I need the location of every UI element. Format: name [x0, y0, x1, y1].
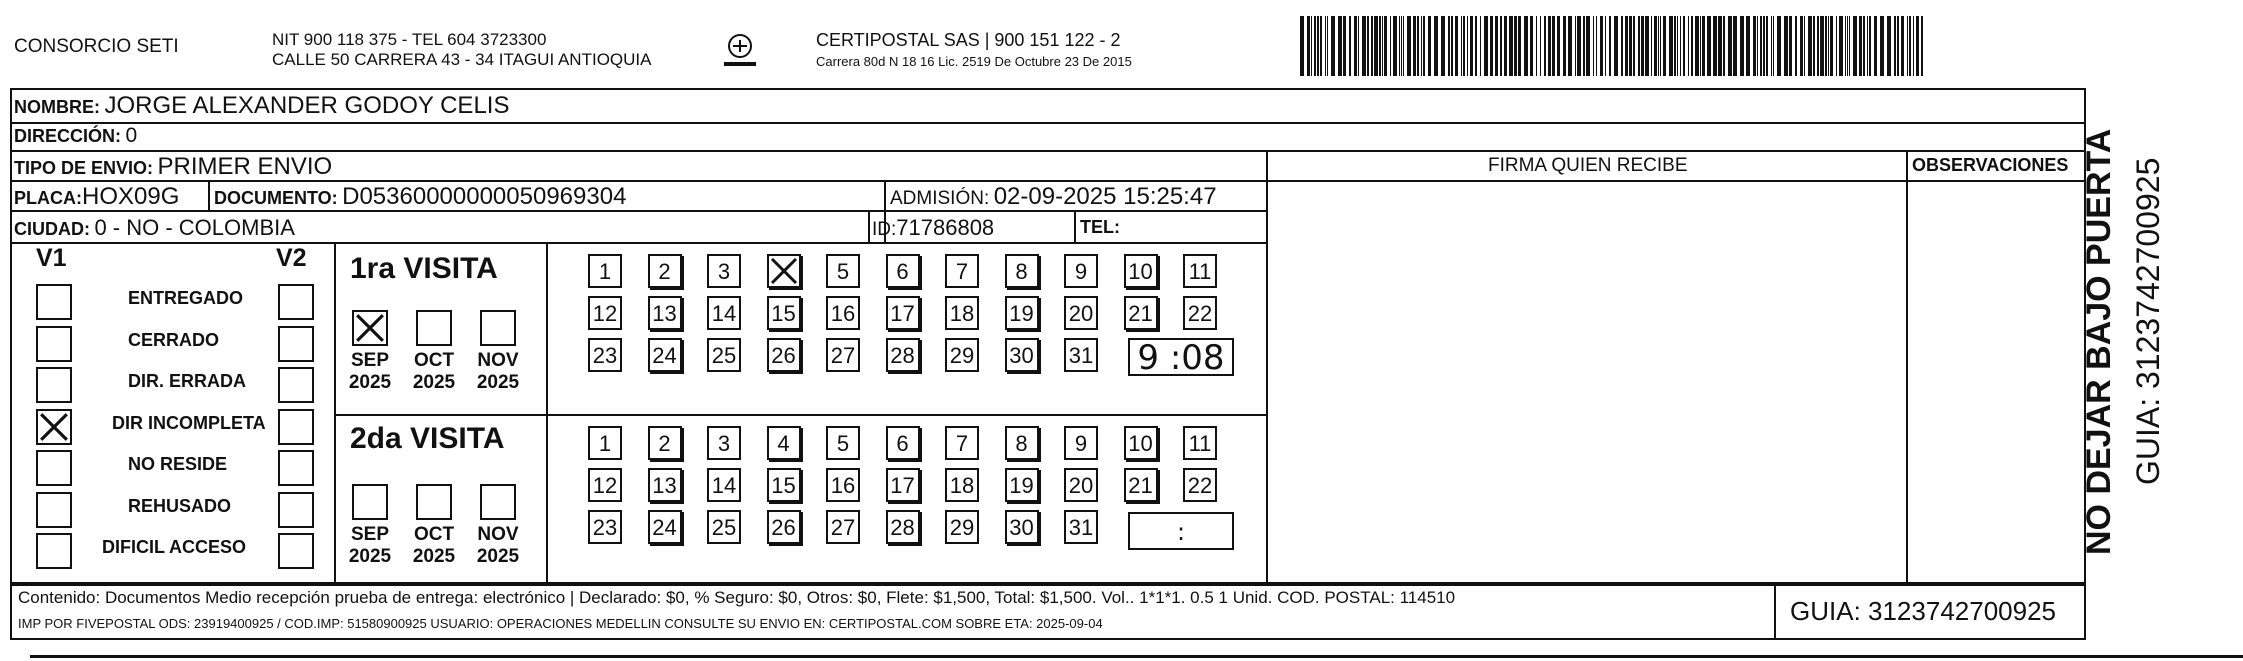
direccion-value: 0 — [125, 124, 138, 147]
barcode-bar — [1760, 16, 1762, 76]
barcode-bar — [1451, 16, 1453, 76]
barcode-bar — [1495, 16, 1498, 76]
barcode-bar — [1645, 16, 1649, 76]
barcode-bar — [1428, 16, 1431, 76]
barcode-bar — [1830, 16, 1833, 76]
documento-value: D05360000000050969304 — [342, 183, 627, 210]
barcode-bar — [1490, 16, 1493, 76]
barcode-bar — [1338, 16, 1342, 76]
barcode-bar — [1600, 16, 1603, 76]
month-name: OCT — [413, 350, 455, 371]
barcode-bar — [1399, 16, 1400, 76]
first-visit-day-box[interactable]: 28 — [886, 338, 920, 372]
first-visit-day-box[interactable]: 25 — [707, 338, 741, 372]
placa-label: PLACA: — [14, 188, 82, 208]
barcode-bar — [1467, 16, 1468, 76]
barcode-bar — [1625, 16, 1628, 76]
barcode-bar — [1913, 16, 1914, 76]
second-visit-day-box[interactable]: 26 — [767, 510, 801, 544]
side-guia: GUIA: 3123742700925 — [2130, 157, 2166, 485]
barcode-bar — [1390, 16, 1391, 76]
first-visit-day-box[interactable]: 1 — [588, 254, 622, 288]
barcode-bar — [1384, 16, 1387, 76]
first-visit-day-box[interactable]: 23 — [588, 338, 622, 372]
barcode-bar — [1475, 16, 1477, 76]
barcode-bar — [1609, 16, 1611, 76]
documento-label: DOCUMENTO: — [214, 188, 338, 208]
barcode-bar — [1845, 16, 1846, 76]
barcode-bar — [1771, 16, 1772, 76]
second-visit-day-box[interactable]: 16 — [826, 468, 860, 502]
barcode-bar — [1683, 16, 1685, 76]
second-visit-day-box[interactable]: 27 — [826, 510, 860, 544]
first-visit-day-box[interactable]: 20 — [1064, 296, 1098, 330]
barcode-bar — [1680, 16, 1681, 76]
barcode-bar — [1371, 16, 1373, 76]
month-label — [472, 350, 524, 394]
barcode-bar — [1327, 16, 1328, 76]
barcode-bar — [1836, 16, 1837, 76]
second-visit-day-box[interactable]: 6 — [886, 426, 920, 460]
barcode-bar — [1660, 16, 1661, 76]
v2-checkbox[interactable] — [278, 492, 314, 528]
second-visit-day-box[interactable]: 19 — [1005, 468, 1039, 502]
first-visit-day-box[interactable]: 15 — [767, 296, 801, 330]
barcode-bar — [1863, 16, 1865, 76]
second-visit-day-box[interactable]: 22 — [1183, 468, 1217, 502]
license-line: Carrera 80d N 18 16 Lic. 2519 De Octubre 23 De 2015 — [816, 54, 1132, 69]
barcode-bar — [1403, 16, 1404, 76]
month-label — [408, 524, 460, 568]
barcode-bar — [1575, 16, 1576, 76]
first-visit-day-box[interactable]: 9 — [1064, 254, 1098, 288]
admision-label: ADMISIÓN: — [890, 188, 990, 209]
first-visit-day-box[interactable]: 8 — [1005, 254, 1039, 288]
barcode-bar — [1463, 16, 1465, 76]
barcode-bar — [1629, 16, 1632, 76]
barcode-bar — [1421, 16, 1422, 76]
barcode-bar — [1638, 16, 1640, 76]
v1-checkbox[interactable] — [36, 367, 72, 403]
first-visit-day-box[interactable]: 10 — [1124, 254, 1158, 288]
first-visit-day-box[interactable]: 18 — [945, 296, 979, 330]
month-year: 2025 — [412, 372, 456, 393]
barcode-bar — [1586, 16, 1590, 76]
barcode-bar — [1470, 16, 1473, 76]
second-visit-day-box[interactable]: 18 — [945, 468, 979, 502]
first-visit-day-box[interactable]: 3 — [707, 254, 741, 288]
barcode-bar — [1867, 16, 1868, 76]
barcode-bar — [1307, 16, 1310, 76]
tipo-envio-value: PRIMER ENVIO — [157, 153, 333, 180]
month-label — [344, 524, 396, 568]
barcode-bar — [1757, 16, 1758, 76]
barcode-bar — [1777, 16, 1781, 76]
ciudad-value: 0 - NO - COLOMBIA — [94, 215, 295, 240]
barcode-bar — [1916, 16, 1919, 76]
barcode-bar — [1733, 16, 1737, 76]
month-year: 2025 — [476, 546, 520, 567]
barcode-bar — [1362, 16, 1366, 76]
certipostal-logo — [722, 32, 758, 72]
status-label: DIFICIL ACCESO — [102, 537, 247, 557]
id-label: ID: — [872, 219, 897, 240]
first-visit-day-box[interactable]: 5 — [826, 254, 860, 288]
barcode-bar — [1577, 16, 1581, 76]
first-visit-title: 1ra VISITA — [350, 252, 498, 285]
barcode-bar — [1718, 16, 1722, 76]
second-visit-day-box[interactable]: 11 — [1183, 426, 1217, 460]
barcode-bar — [1909, 16, 1911, 76]
first-visit-time-box[interactable]: 9 :08 — [1128, 338, 1234, 376]
barcode-bar — [1773, 16, 1774, 76]
first-visit-day-box[interactable]: 26 — [767, 338, 801, 372]
month-name: SEP — [350, 524, 390, 545]
barcode-bar — [1663, 16, 1666, 76]
barcode-bar — [1897, 16, 1899, 76]
footer-imp-line: IMP POR FIVEPOSTAL ODS: 23919400925 / COD.IMP: 51580900925 USUARIO: OPERACIONES MEDELLIN CONSULTE SU ENVIO EN: CERTIPOSTAL.COM SOBRE ETA: 2025-09-04 — [18, 616, 1103, 631]
barcode-bar — [1728, 16, 1732, 76]
barcode-bar — [1605, 16, 1606, 76]
barcode-bar — [1677, 16, 1678, 76]
barcode-bar — [1674, 16, 1676, 76]
barcode-bar — [1504, 16, 1507, 76]
second-visit-day-box[interactable]: 13 — [648, 468, 682, 502]
second-visit-day-box[interactable]: 15 — [767, 468, 801, 502]
barcode-bar — [1358, 16, 1359, 76]
barcode-bar — [1828, 16, 1829, 76]
second-visit-day-box[interactable]: 7 — [945, 426, 979, 460]
first-visit-day-box[interactable]: 14 — [707, 296, 741, 330]
barcode-bar — [1407, 16, 1411, 76]
barcode-bar — [1552, 16, 1555, 76]
first-visit-day-box[interactable]: 7 — [945, 254, 979, 288]
first-visit-day-box[interactable]: 21 — [1124, 296, 1158, 330]
admision-value: 02-09-2025 15:25:47 — [993, 183, 1217, 210]
first-visit-month-checkbox[interactable] — [416, 310, 452, 346]
barcode-bar — [1563, 16, 1566, 76]
first-visit-day-box[interactable]: 11 — [1183, 254, 1217, 288]
second-visit-day-box[interactable]: 31 — [1064, 510, 1098, 544]
barcode-bar — [1695, 16, 1699, 76]
barcode-bar — [1500, 16, 1502, 76]
first-visit-day-box[interactable]: 19 — [1005, 296, 1039, 330]
barcode-bar — [1894, 16, 1896, 76]
status-label: CERRADO — [128, 329, 220, 350]
second-visit-day-box[interactable]: 10 — [1124, 426, 1158, 460]
second-visit-day-box[interactable]: 25 — [707, 510, 741, 544]
barcode-bar — [1448, 16, 1450, 76]
barcode-bar — [1813, 16, 1815, 76]
v2-checkbox[interactable] — [278, 409, 314, 445]
month-name: NOV — [477, 350, 519, 371]
barcode-bar — [1343, 16, 1346, 76]
month-name: SEP — [350, 350, 390, 371]
barcode-bar — [1907, 16, 1908, 76]
barcode-bar — [1325, 16, 1326, 76]
v2-checkbox[interactable] — [278, 533, 314, 569]
barcode-bar — [1583, 16, 1585, 76]
second-visit-day-box[interactable]: 30 — [1005, 510, 1039, 544]
first-visit-day-box[interactable]: 29 — [945, 338, 979, 372]
barcode-bar — [1544, 16, 1546, 76]
barcode-bar — [1349, 16, 1351, 76]
barcode-bar — [1461, 16, 1462, 76]
barcode-bar — [1441, 16, 1445, 76]
first-visit-day-box[interactable]: 16 — [826, 296, 860, 330]
second-visit-day-box[interactable]: 23 — [588, 510, 622, 544]
second-visit-time-box[interactable]: : — [1128, 512, 1234, 550]
second-visit-day-box[interactable]: 9 — [1064, 426, 1098, 460]
v1-checkbox[interactable] — [36, 450, 72, 486]
company-name: CONSORCIO SETI — [14, 36, 179, 57]
barcode-bar — [1540, 16, 1541, 76]
first-visit-day-box[interactable]: 2 — [648, 254, 682, 288]
second-visit-day-box[interactable]: 29 — [945, 510, 979, 544]
barcode-bar — [1753, 16, 1756, 76]
barcode-bar — [1847, 16, 1848, 76]
barcode-bar — [1633, 16, 1635, 76]
observaciones-label: OBSERVACIONES — [1912, 155, 2069, 175]
barcode-bar — [1548, 16, 1551, 76]
barcode-bar — [1800, 16, 1803, 76]
carrier-line: CERTIPOSTAL SAS | 900 151 122 - 2 — [816, 30, 1121, 50]
first-visit-day-box[interactable]: 30 — [1005, 338, 1039, 372]
second-visit-day-box[interactable]: 20 — [1064, 468, 1098, 502]
barcode-bar — [1455, 16, 1458, 76]
v2-checkbox[interactable] — [278, 367, 314, 403]
barcode-bar — [1480, 16, 1481, 76]
v2-label: V2 — [276, 244, 307, 272]
barcode-bar — [1614, 16, 1618, 76]
barcode-bar — [1869, 16, 1871, 76]
barcode-bar — [1820, 16, 1824, 76]
month-year: 2025 — [476, 372, 520, 393]
month-year: 2025 — [348, 546, 392, 567]
barcode-bar — [1434, 16, 1438, 76]
barcode-bar — [1354, 16, 1357, 76]
address-line: CALLE 50 CARRERA 43 - 34 ITAGUI ANTIOQUIA — [272, 50, 652, 69]
second-visit-day-box[interactable]: 12 — [588, 468, 622, 502]
nombre-label: NOMBRE: — [14, 97, 100, 117]
month-label — [344, 350, 396, 394]
first-visit-day-box[interactable]: 24 — [648, 338, 682, 372]
barcode-bar — [1874, 16, 1877, 76]
month-name: NOV — [477, 524, 519, 545]
placa-value: HOX09G — [82, 183, 180, 210]
barcode-bar — [1300, 16, 1304, 76]
second-visit-day-box[interactable]: 14 — [707, 468, 741, 502]
barcode-bar — [1740, 16, 1744, 76]
v2-checkbox[interactable] — [278, 284, 314, 320]
second-visit-day-box[interactable]: 3 — [707, 426, 741, 460]
footer-guia: GUIA: 3123742700925 — [1790, 596, 2056, 626]
barcode-bar — [1804, 16, 1805, 76]
barcode-bar — [1311, 16, 1312, 76]
second-visit-day-box[interactable]: 2 — [648, 426, 682, 460]
nit-line: NIT 900 118 375 - TEL 604 3723300 — [272, 30, 547, 49]
barcode-bar — [1641, 16, 1644, 76]
barcode-bar — [1784, 16, 1788, 76]
second-visit-month-checkbox[interactable] — [480, 484, 516, 520]
barcode-bar — [1853, 16, 1857, 76]
barcode-bar — [1317, 16, 1319, 76]
month-year: 2025 — [348, 372, 392, 393]
second-visit-day-box[interactable]: 8 — [1005, 426, 1039, 460]
barcode-bar — [1596, 16, 1597, 76]
nombre-value: JORGE ALEXANDER GODOY CELIS — [104, 92, 510, 119]
barcode-bar — [1901, 16, 1904, 76]
month-year: 2025 — [412, 546, 456, 567]
barcode-bar — [1723, 16, 1725, 76]
second-visit-title: 2da VISITA — [350, 422, 505, 455]
barcode-bar — [1789, 16, 1792, 76]
barcode-bar — [1839, 16, 1843, 76]
status-label: DIR. ERRADA — [128, 371, 247, 391]
firma-label: FIRMA QUIEN RECIBE — [1488, 155, 1688, 176]
barcode-bar — [1514, 16, 1517, 76]
barcode-bar — [1557, 16, 1560, 76]
barcode-bar — [1766, 16, 1768, 76]
second-visit-month-checkbox[interactable] — [416, 484, 452, 520]
barcode-bar — [1654, 16, 1657, 76]
status-label: NO RESIDE — [128, 454, 228, 474]
direccion-label: DIRECCIÓN: — [14, 126, 121, 146]
month-label — [408, 350, 460, 394]
barcode-bar — [1688, 16, 1689, 76]
second-visit-day-box[interactable]: 17 — [886, 468, 920, 502]
barcode-bar — [1669, 16, 1673, 76]
barcode-bar — [1568, 16, 1572, 76]
v1-checkbox[interactable] — [36, 533, 72, 569]
barcode-bar — [1374, 16, 1378, 76]
barcode-bar — [1700, 16, 1701, 76]
barcode-bar — [1795, 16, 1797, 76]
barcode-bar — [1702, 16, 1705, 76]
barcode-bar — [1423, 16, 1425, 76]
barcode-bar — [1880, 16, 1884, 76]
barcode-bar — [1509, 16, 1513, 76]
barcode-bar — [1530, 16, 1533, 76]
barcode-bar — [1651, 16, 1652, 76]
status-label: REHUSADO — [128, 495, 232, 516]
v1-checkbox[interactable] — [36, 284, 72, 320]
tipo-envio-label: TIPO DE ENVIO: — [14, 158, 154, 178]
barcode-bar — [1691, 16, 1693, 76]
first-visit-day-box[interactable]: 13 — [648, 296, 682, 330]
barcode-bar — [1524, 16, 1528, 76]
barcode-bar — [1746, 16, 1750, 76]
barcode-bar — [1401, 16, 1402, 76]
second-visit-day-box[interactable]: 24 — [648, 510, 682, 544]
barcode-bar — [1825, 16, 1827, 76]
barcode-bar — [1484, 16, 1488, 76]
first-visit-day-box[interactable]: 6 — [886, 254, 920, 288]
v1-checkbox[interactable] — [36, 326, 72, 362]
first-visit-day-box[interactable]: 22 — [1183, 296, 1217, 330]
barcode-bar — [1621, 16, 1623, 76]
v1-checkbox[interactable] — [36, 409, 72, 445]
tel-label: TEL: — [1080, 217, 1120, 237]
barcode-bar — [1518, 16, 1521, 76]
barcode-bar — [1887, 16, 1891, 76]
second-visit-day-box[interactable]: 1 — [588, 426, 622, 460]
barcode-bar — [1382, 16, 1383, 76]
barcode-bar — [1379, 16, 1381, 76]
v1-label: V1 — [36, 244, 67, 272]
barcode-bar — [1808, 16, 1812, 76]
barcode-bar — [1393, 16, 1397, 76]
barcode-bar — [1849, 16, 1850, 76]
id-value: 71786808 — [896, 215, 995, 240]
first-visit-day-box[interactable]: 27 — [826, 338, 860, 372]
first-visit-day-box[interactable]: 31 — [1064, 338, 1098, 372]
barcode-bar — [1413, 16, 1416, 76]
month-label — [472, 524, 524, 568]
second-visit-month-checkbox[interactable] — [352, 484, 388, 520]
barcode-bar — [1367, 16, 1369, 76]
status-label: DIR INCOMPLETA — [112, 412, 266, 433]
barcode-bar — [1536, 16, 1537, 76]
barcode-bar — [1320, 16, 1322, 76]
first-visit-day-box[interactable]: 12 — [588, 296, 622, 330]
barcode — [1298, 16, 1930, 76]
second-visit-day-box[interactable]: 28 — [886, 510, 920, 544]
footer-content-line: Contenido: Documentos Medio recepción prueba de entrega: electrónico | Declarado: $0, % Seguro: $0, Otros: $0, Flete: $1,500, Total: $1,500. Vol.. 1*1*1. 0.5 1 Unid. COD. POSTAL: 114510 — [18, 588, 1456, 607]
first-visit-month-checkbox[interactable] — [480, 310, 516, 346]
barcode-bar — [1314, 16, 1316, 76]
second-visit-day-box[interactable]: 21 — [1124, 468, 1158, 502]
barcode-bar — [1921, 16, 1923, 76]
first-visit-month-checkbox[interactable] — [352, 310, 388, 346]
no-dejar-bajo-puerta: NO DEJAR BAJO PUERTA — [2080, 128, 2118, 555]
barcode-bar — [1331, 16, 1335, 76]
status-label: ENTREGADO — [128, 288, 244, 308]
second-visit-day-box[interactable]: 5 — [826, 426, 860, 460]
barcode-bar — [1658, 16, 1659, 76]
barcode-bar — [1593, 16, 1594, 76]
barcode-bar — [1859, 16, 1862, 76]
barcode-bar — [1707, 16, 1711, 76]
month-name: OCT — [413, 524, 455, 545]
barcode-bar — [1417, 16, 1419, 76]
barcode-bar — [1763, 16, 1765, 76]
v2-checkbox[interactable] — [278, 326, 314, 362]
barcode-bar — [1817, 16, 1819, 76]
v2-checkbox[interactable] — [278, 450, 314, 486]
first-visit-day-box[interactable] — [767, 254, 801, 288]
ciudad-label: CIUDAD: — [14, 219, 90, 239]
barcode-bar — [1713, 16, 1717, 76]
v1-checkbox[interactable] — [36, 492, 72, 528]
second-visit-day-box[interactable]: 4 — [767, 426, 801, 460]
first-visit-day-box[interactable]: 17 — [886, 296, 920, 330]
